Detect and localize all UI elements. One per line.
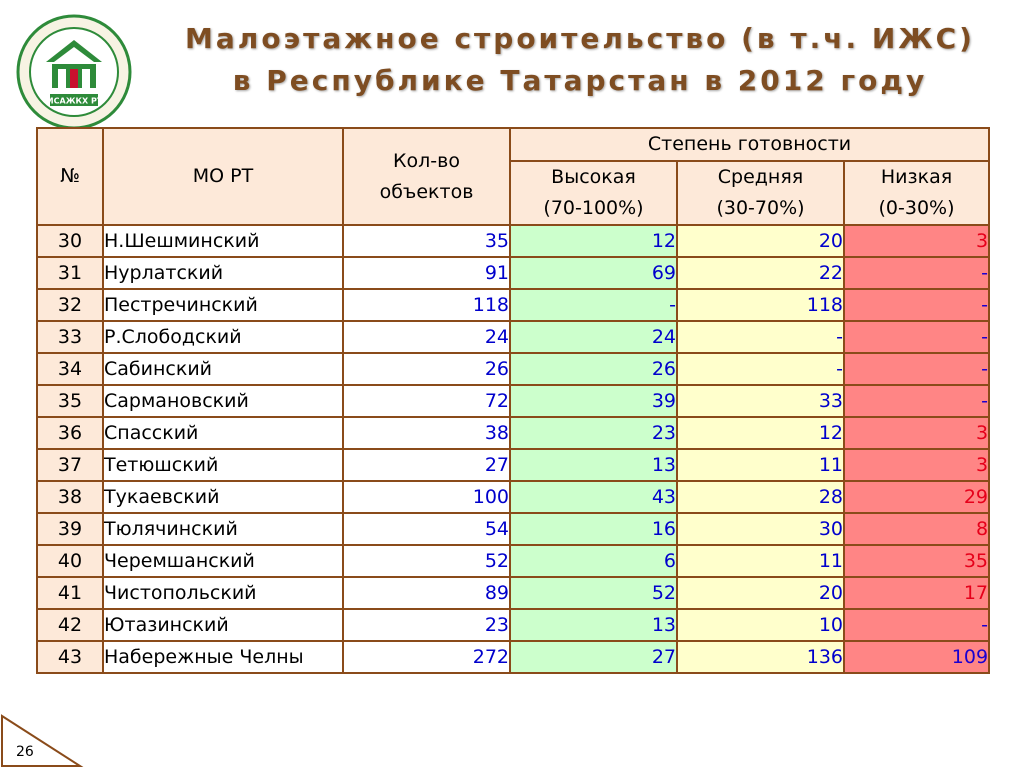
row-count: 35	[343, 225, 510, 257]
table-row	[37, 449, 989, 481]
row-name: Набережные Челны	[103, 641, 343, 673]
row-low: -	[844, 257, 989, 289]
row-number: 39	[37, 513, 103, 545]
row-number: 35	[37, 385, 103, 417]
organization-logo	[16, 14, 132, 130]
row-high: 24	[510, 321, 677, 353]
page-title	[150, 18, 1010, 102]
row-name: Сармановский	[103, 385, 343, 417]
row-high: 26	[510, 353, 677, 385]
row-name: Н.Шешминский	[103, 225, 343, 257]
row-name: Тукаевский	[103, 481, 343, 513]
row-high: 52	[510, 577, 677, 609]
row-high: 27	[510, 641, 677, 673]
row-low: 3	[844, 417, 989, 449]
row-high: 16	[510, 513, 677, 545]
row-medium: 12	[677, 417, 844, 449]
row-medium: 118	[677, 289, 844, 321]
row-high: 6	[510, 545, 677, 577]
row-name: Тюлячинский	[103, 513, 343, 545]
row-low: -	[844, 609, 989, 641]
row-number: 34	[37, 353, 103, 385]
row-low: -	[844, 289, 989, 321]
row-medium: 20	[677, 225, 844, 257]
row-low: -	[844, 321, 989, 353]
row-medium: 11	[677, 449, 844, 481]
row-medium: 136	[677, 641, 844, 673]
row-number: 37	[37, 449, 103, 481]
row-low: 29	[844, 481, 989, 513]
row-medium: -	[677, 321, 844, 353]
row-name: Черемшанский	[103, 545, 343, 577]
row-high: 69	[510, 257, 677, 289]
row-count: 52	[343, 545, 510, 577]
row-name: Нурлатский	[103, 257, 343, 289]
row-count: 27	[343, 449, 510, 481]
header-readiness: Степень готовности	[510, 128, 989, 161]
row-medium: 10	[677, 609, 844, 641]
row-name: Спасский	[103, 417, 343, 449]
row-count: 100	[343, 481, 510, 513]
logo-text: МСАЖКХ РТ	[45, 96, 103, 106]
row-count: 91	[343, 257, 510, 289]
header-count: Кол-во объектов	[343, 128, 510, 225]
row-high: 39	[510, 385, 677, 417]
table-row	[37, 577, 989, 609]
header-high: Высокая (70-100%)	[510, 161, 677, 225]
table-row	[37, 225, 989, 257]
table-row	[37, 513, 989, 545]
table-row	[37, 321, 989, 353]
construction-table	[36, 127, 990, 674]
row-number: 36	[37, 417, 103, 449]
row-count: 118	[343, 289, 510, 321]
row-name: Р.Слободский	[103, 321, 343, 353]
header-medium: Средняя (30-70%)	[677, 161, 844, 225]
row-count: 72	[343, 385, 510, 417]
row-number: 32	[37, 289, 103, 321]
table-row	[37, 481, 989, 513]
row-name: Сабинский	[103, 353, 343, 385]
row-number: 31	[37, 257, 103, 289]
row-medium: 30	[677, 513, 844, 545]
row-high: 12	[510, 225, 677, 257]
header-number: №	[37, 128, 103, 225]
row-name: Тетюшский	[103, 449, 343, 481]
table-row	[37, 417, 989, 449]
title-line-1: Малоэтажное строительство (в т.ч. ИЖС)	[185, 22, 975, 55]
row-name: Чистопольский	[103, 577, 343, 609]
row-low: 3	[844, 225, 989, 257]
table-row	[37, 289, 989, 321]
table-row	[37, 385, 989, 417]
row-number: 41	[37, 577, 103, 609]
table-row	[37, 545, 989, 577]
title-line-2: в Республике Татарстан в 2012 году	[232, 64, 928, 97]
row-number: 33	[37, 321, 103, 353]
page-number: 26	[16, 744, 34, 760]
row-count: 24	[343, 321, 510, 353]
row-count: 23	[343, 609, 510, 641]
row-count: 26	[343, 353, 510, 385]
row-medium: -	[677, 353, 844, 385]
row-medium: 22	[677, 257, 844, 289]
table-row	[37, 257, 989, 289]
row-low: 3	[844, 449, 989, 481]
row-count: 89	[343, 577, 510, 609]
row-medium: 11	[677, 545, 844, 577]
row-medium: 33	[677, 385, 844, 417]
header-low: Низкая (0-30%)	[844, 161, 989, 225]
row-medium: 28	[677, 481, 844, 513]
row-low: 35	[844, 545, 989, 577]
row-medium: 20	[677, 577, 844, 609]
row-high: 43	[510, 481, 677, 513]
row-high: 13	[510, 609, 677, 641]
row-name: Пестречинский	[103, 289, 343, 321]
table-row	[37, 609, 989, 641]
row-low: -	[844, 385, 989, 417]
row-low: 8	[844, 513, 989, 545]
row-name: Ютазинский	[103, 609, 343, 641]
header-mo: МО РТ	[103, 128, 343, 225]
row-high: -	[510, 289, 677, 321]
row-high: 13	[510, 449, 677, 481]
row-low: 109	[844, 641, 989, 673]
row-number: 38	[37, 481, 103, 513]
row-count: 38	[343, 417, 510, 449]
row-low: -	[844, 353, 989, 385]
page-number-marker-icon	[0, 714, 84, 768]
row-count: 272	[343, 641, 510, 673]
row-low: 17	[844, 577, 989, 609]
table-row	[37, 641, 989, 673]
row-high: 23	[510, 417, 677, 449]
row-number: 42	[37, 609, 103, 641]
table-row	[37, 353, 989, 385]
row-number: 30	[37, 225, 103, 257]
row-number: 40	[37, 545, 103, 577]
row-count: 54	[343, 513, 510, 545]
row-number: 43	[37, 641, 103, 673]
